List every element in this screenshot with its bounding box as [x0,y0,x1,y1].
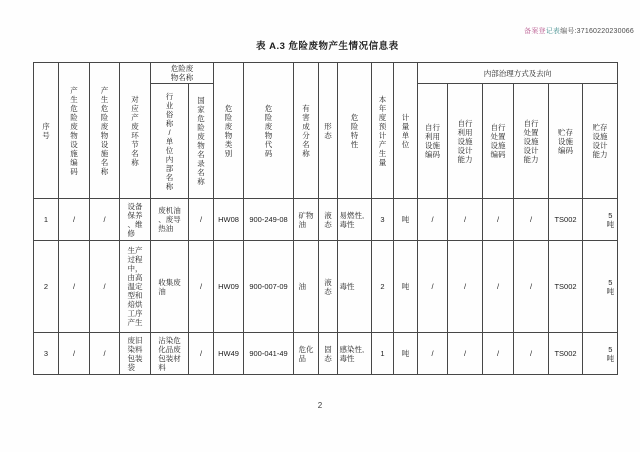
table-cell: 废旧染料包装袋 [120,333,151,375]
table-row [34,333,618,375]
table-cell: 液态 [319,241,338,333]
table-cell: / [448,333,483,375]
table-cell: TS002 [549,241,583,333]
th-gen-facility-name: 产生危险废物设施名称 [90,63,120,199]
th-annual-quantity: 本年度预计产生量 [372,63,394,199]
table-cell: 油 [294,241,319,333]
table-cell: / [448,199,483,241]
table-cell: / [448,241,483,333]
th-self-disposal-code: 自行处置设施编码 [483,84,514,199]
table-row [34,241,618,333]
table-cell: / [189,199,214,241]
th-category: 危险废物类别 [214,63,244,199]
table-cell: 收集废油 [151,241,189,333]
th-waste-name-group: 危险废物名称 [151,63,214,84]
table-cell: 液态 [319,199,338,241]
table-cell: / [90,241,120,333]
page-title: 表 A.3 危险废物产生情况信息表 [256,41,399,52]
table-cell: / [514,333,549,375]
table-cell: / [418,333,448,375]
table-cell: HW09 [214,241,244,333]
table-cell: 吨 [394,241,418,333]
th-form: 形态 [319,63,338,199]
doc-registration-number [524,26,634,36]
hazardous-waste-table [33,62,618,375]
header-row-groups [34,63,618,84]
table-cell: / [483,241,514,333]
table-cell: 矿物油 [294,199,319,241]
table-cell: / [59,199,90,241]
table-cell: 沾染危化品废包装材料 [151,333,189,375]
th-internal-treatment-group: 内部治理方式及去向 [418,63,618,84]
th-harmful-component: 有害成分名称 [294,63,319,199]
th-national-list-name: 国家危险废物名录名称 [189,84,214,199]
table-cell: / [59,333,90,375]
table-cell: TS002 [549,333,583,375]
th-self-use-code: 自行利用设施编码 [418,84,448,199]
table-cell: / [189,241,214,333]
table-cell: 废机油、废导热油 [151,199,189,241]
page-number: 2 [317,401,323,410]
table-cell: / [59,241,90,333]
th-self-use-capacity: 自行利用设施设计能力 [448,84,483,199]
th-waste-code: 危险废物代码 [244,63,294,199]
th-gen-facility-code: 产生危险废物设施编码 [59,63,90,199]
table-cell: 设备保养、维修 [120,199,151,241]
doc-number-segment: 编号:37160220230066 [560,28,634,35]
table-cell: 5吨 [583,199,618,241]
table-cell: / [514,199,549,241]
table-cell: 固态 [319,333,338,375]
doc-number-segment: 记表 [545,28,561,35]
th-waste-link: 对应产废环节名称 [120,63,151,199]
table-cell: 900-007-09 [244,241,294,333]
table-cell: 毒性 [338,241,372,333]
table-cell: / [90,333,120,375]
table-cell: 3 [34,333,59,375]
th-industry-name: 行业俗称/单位内部名称 [151,84,189,199]
table-cell: 900-041-49 [244,333,294,375]
table-cell: HW08 [214,199,244,241]
table-cell: 易燃性,毒性 [338,199,372,241]
table-cell: HW49 [214,333,244,375]
th-unit: 计量单位 [394,63,418,199]
table-cell: 吨 [394,199,418,241]
table-cell: 感染性,毒性 [338,333,372,375]
table-cell: / [514,241,549,333]
table-cell: 2 [372,241,394,333]
table-cell: 1 [34,199,59,241]
table-cell: / [483,199,514,241]
table-cell: 900-249-08 [244,199,294,241]
table-cell: 1 [372,333,394,375]
table-cell: 3 [372,199,394,241]
table-cell: / [483,333,514,375]
table-cell: 生产过程中，由高温定型和焙烘工序产生 [120,241,151,333]
table-cell: 危化品 [294,333,319,375]
table-cell: / [418,241,448,333]
table-cell: / [90,199,120,241]
th-serial: 序号 [34,63,59,199]
th-self-disposal-capacity: 自行处置设施设计能力 [514,84,549,199]
th-storage-capacity: 贮存设施设计能力 [583,84,618,199]
table-cell: TS002 [549,199,583,241]
doc-number-segment: 备案登 [524,28,546,35]
th-hazard-property: 危险特性 [338,63,372,199]
table-cell: 吨 [394,333,418,375]
table-cell: / [418,199,448,241]
table-cell: / [189,333,214,375]
table-cell: 2 [34,241,59,333]
table-cell: 5吨 [583,333,618,375]
table-row [34,199,618,241]
table-cell: 5吨 [583,241,618,333]
th-storage-code: 贮存设施编码 [549,84,583,199]
